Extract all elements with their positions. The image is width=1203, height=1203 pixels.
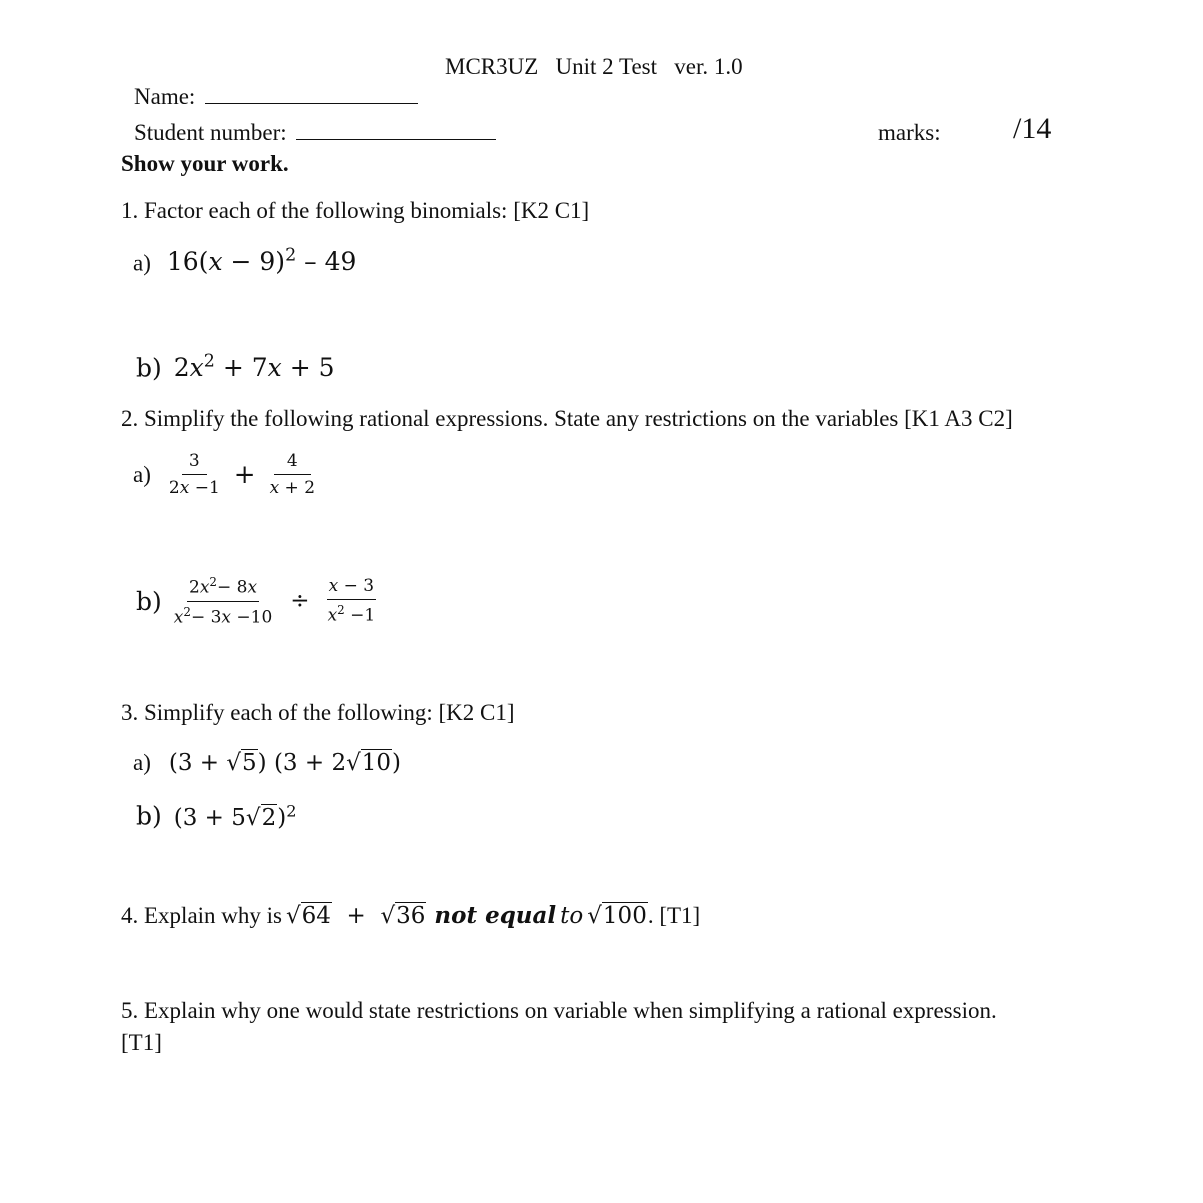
q2-b-label: b) xyxy=(136,586,162,616)
q1-a xyxy=(133,246,356,276)
instruction: Show your work. xyxy=(121,151,289,176)
marks-label: marks: xyxy=(878,120,941,145)
q1-b xyxy=(136,352,335,382)
q2-b xyxy=(136,575,377,627)
q5-line-1: 5. Explain why one would state restrictions on variable when simplifying a rational expression. xyxy=(121,998,997,1023)
q3-b-label: b) xyxy=(136,801,162,831)
q1-a-expression: $16(x - 9)^2 - 49$ xyxy=(166,246,357,277)
q2-b-fraction-2: $\frac{x - 3}{x^2 -1}$ xyxy=(327,576,376,626)
q4-expression-right: √100 xyxy=(587,903,647,929)
test-title: MCR3UZ Unit 2 Test ver. 1.0 xyxy=(445,54,743,79)
q4-prefix: 4. Explain why is xyxy=(121,903,282,928)
name-blank[interactable] xyxy=(205,102,418,104)
name-row xyxy=(134,84,418,110)
q2-a-fraction-2: $\frac{4}{x + 2}$ xyxy=(269,451,316,498)
student-number-label: Student number: xyxy=(134,120,287,145)
q2-a-label: a) xyxy=(133,461,151,487)
marks-total: /14 xyxy=(1013,112,1052,145)
name-label: Name: xyxy=(134,84,196,109)
q4-expression-left: √64 + √36 xyxy=(286,903,426,929)
q4-suffix: . [T1] xyxy=(647,903,701,928)
q4-not-equal: not equal xyxy=(434,902,557,929)
q4-to: to xyxy=(560,903,584,929)
q3-a xyxy=(133,750,401,776)
q3-a-expression: (3 + √5) (3 + 2√10) xyxy=(168,750,402,776)
q2-b-fraction-1: $\frac{2x^2- 8x}{x^2- 3x -10}$ xyxy=(173,575,273,628)
q3-b xyxy=(136,801,296,831)
q2-b-divide: ÷ xyxy=(290,588,310,615)
q3-a-label: a) xyxy=(133,750,151,775)
q3-b-expression: $(3 + 5√2)^2$ xyxy=(173,801,297,831)
q1-a-label: a) xyxy=(133,250,151,276)
student-number-row xyxy=(134,120,496,146)
q1-b-expression: $2x^2 + 7x + 5$ xyxy=(173,352,335,383)
q5-line-2: [T1] xyxy=(121,1030,162,1055)
q1-prompt: 1. Factor each of the following binomials: [K2 C1] xyxy=(121,198,590,223)
q2-a xyxy=(133,451,317,498)
q2-a-plus: + xyxy=(233,459,256,490)
student-number-blank[interactable] xyxy=(296,138,496,140)
q4 xyxy=(121,902,700,929)
q2-a-fraction-1: $\frac{3}{2x -1}$ xyxy=(168,451,220,498)
q1-b-label: b) xyxy=(136,353,162,383)
q2-prompt: 2. Simplify the following rational expressions. State any restrictions on the variables [K1 A3 C2] xyxy=(121,406,1013,431)
q3-prompt: 3. Simplify each of the following: [K2 C1] xyxy=(121,700,515,725)
